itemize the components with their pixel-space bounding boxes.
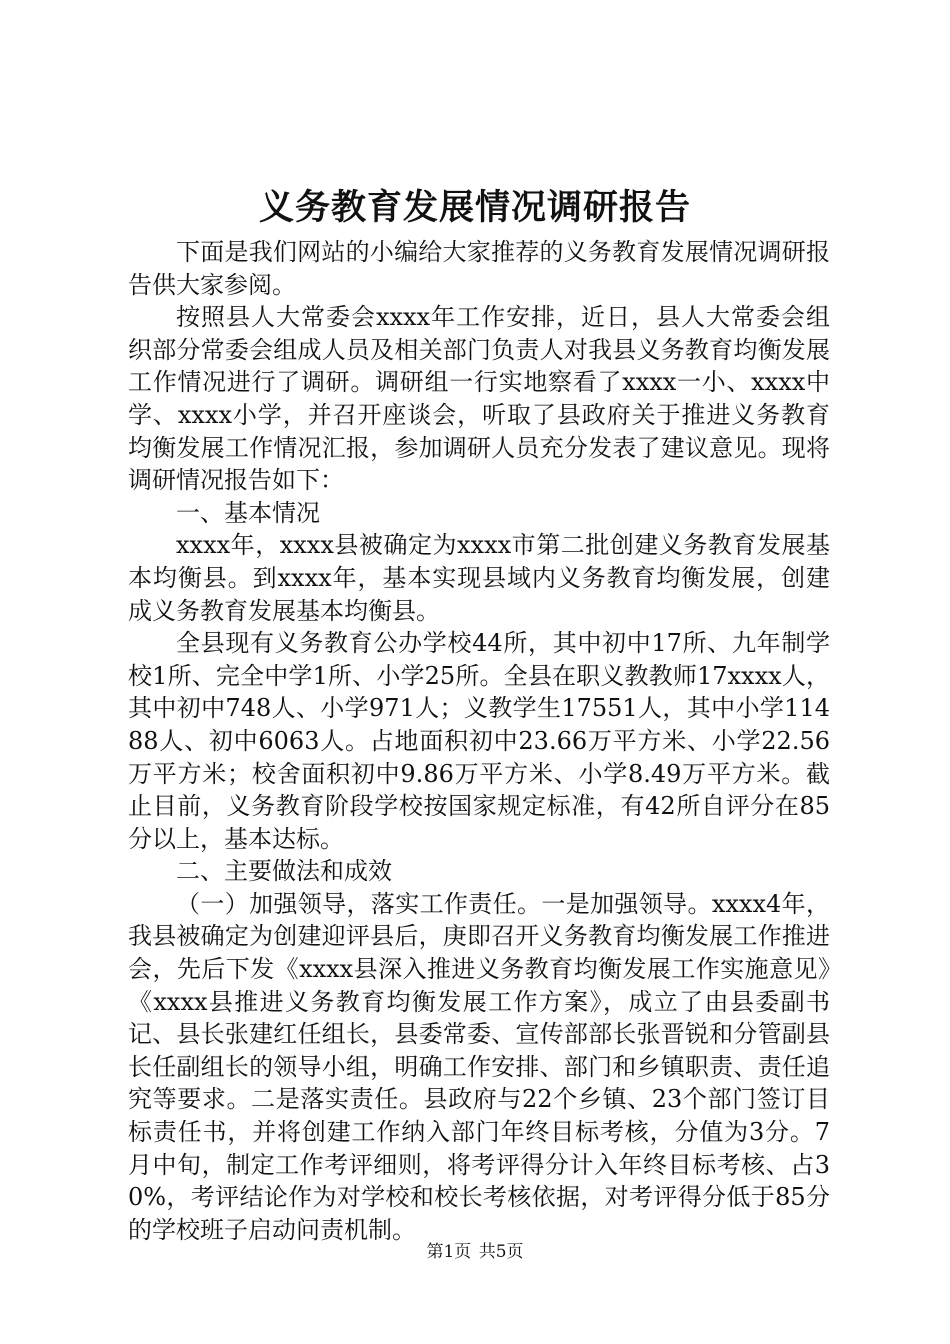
basic-paragraph-2: 全县现有义务教育公办学校44所，其中初中17所、九年制学校1所、完全中学1所、小学25所。全县在职义教教师17xxxx人，其中初中748人、小学971人；义教学生17551人，其中小学11488人、初中6063人。占地面积初中23.66万平方米、小学22.56万平方米；校舍面积初中9.86万平方米、小学8.49万平方米。截止目前，义务教育阶段学校按国家规定标准，有42所自评分在85分以上，基本达标。	[128, 629, 830, 853]
background-paragraph: 按照县人大常委会xxxx年工作安排，近日，县人大常委会组织部分常委会组成人员及相关部门负责人对我县义务教育均衡发展工作情况进行了调研。调研组一行实地察看了xxxx一小、xxxx中学、xxxx小学，并召开座谈会，听取了县政府关于推进义务教育均衡发展工作情况汇报，参加调研人员充分发表了建议意见。现将调研情况报告如下：	[128, 303, 830, 495]
document-body	[128, 236, 830, 1246]
basic-paragraph-1: xxxx年，xxxx县被确定为xxxx市第二批创建义务教育发展基本均衡县。到xxxx年，基本实现县域内义务教育均衡发展，创建成义务教育发展基本均衡县。	[128, 531, 830, 625]
page-number-footer: 第1页 共5页	[426, 1242, 524, 1262]
section-heading-measures: 二、主要做法和成效	[176, 857, 392, 886]
section-heading-basic: 一、基本情况	[176, 498, 320, 527]
intro-paragraph: 下面是我们网站的小编给大家推荐的义务教育发展情况调研报告供大家参阅。	[128, 238, 830, 299]
measures-paragraph-1: （一）加强领导，落实工作责任。一是加强领导。xxxx4年，我县被确定为创建迎评县后，庚即召开义务教育均衡发展工作推进会，先后下发《xxxx县深入推进义务教育均衡发展工作实施意见》《xxxx县推进义务教育均衡发展工作方案》，成立了由县委副书记、县长张建红任组长，县委常委、宣传部部长张晋锐和分管副县长任副组长的领导小组，明确工作安排、部门和乡镇职责、责任追究等要求。二是落实责任。县政府与22个乡镇、23个部门签订目标责任书，并将创建工作纳入部门年终目标考核，分值为3分。7月中旬，制定工作考评细则，将考评得分计入年终目标考核、占30%，考评结论作为对学校和校长考核依据，对考评得分低于85分的学校班子启动问责机制。	[128, 889, 830, 1244]
document-title: 义务教育发展情况调研报告	[258, 187, 691, 228]
